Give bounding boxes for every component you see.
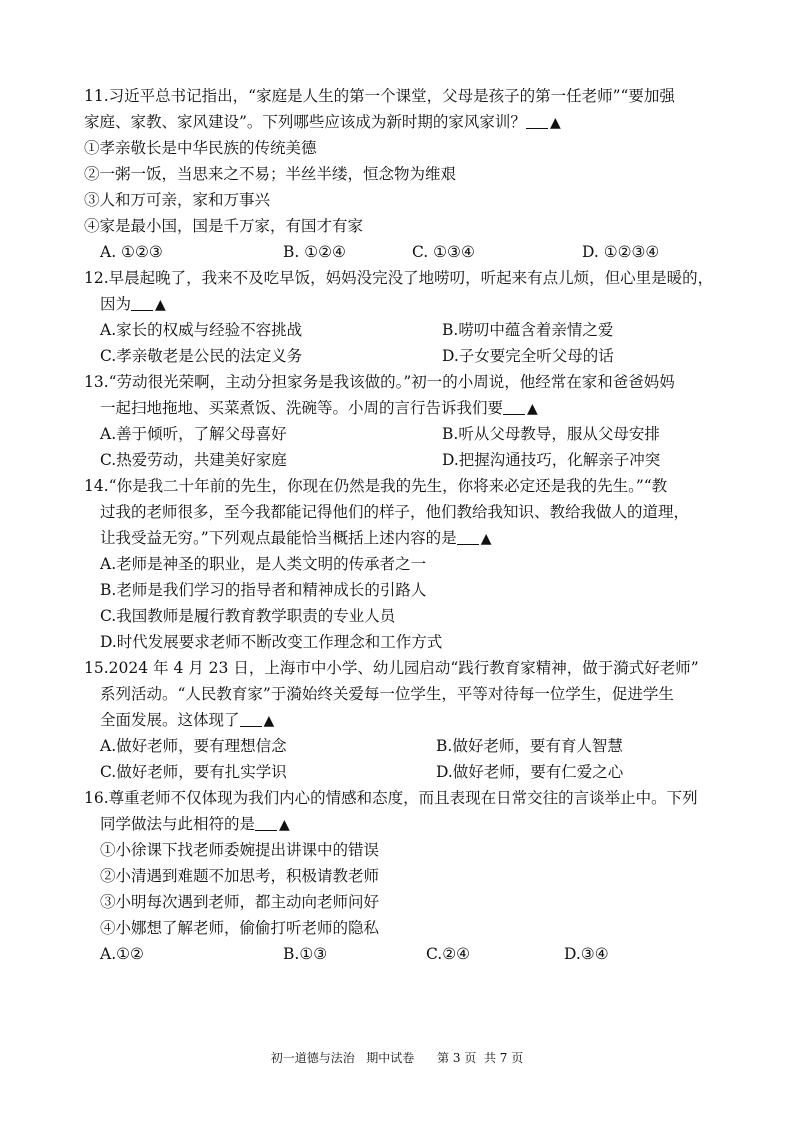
answer-triangle-icon: ▲ — [480, 531, 492, 547]
answer-triangle-icon: ▲ — [549, 115, 561, 131]
answer-blank — [240, 712, 262, 727]
q16-option-c: C.②④ — [426, 945, 471, 963]
q12-stem-line2 — [100, 294, 166, 315]
q11-stem-line1: 11.习近平总书记指出，“家庭是人生的第一个课堂，父母是孩子的第一任老师”“要加强 — [84, 87, 675, 105]
q16-option-a: A.①② — [100, 945, 144, 963]
q13-stem-line1: 13.“劳动很光荣啊，主动分担家务是我该做的。”初一的小周说，他经常在家和爸爸妈妈 — [84, 373, 675, 391]
q16-statement-2: ②小清遇到难题不加思考，积极请教老师 — [100, 867, 380, 885]
q15-stem-line2: 系列活动。“人民教育家”于漪始终关爱每一位学生，平等对待每一位学生，促进学生 — [100, 685, 674, 703]
q11-statement-4: ④家是最小国，国是千万家，有国才有家 — [84, 217, 364, 235]
q12-stem-line1: 12.早晨起晚了，我来不及吃早饭，妈妈没完没了地唠叨，听起来有点儿烦，但心里是暖的， — [84, 269, 714, 287]
q12-option-d: D.子女要完全听父母的话 — [442, 347, 614, 365]
answer-blank — [503, 400, 525, 415]
q13-option-b: B.听从父母教导，服从父母安排 — [442, 425, 660, 443]
q16-statement-4: ④小娜想了解老师，偷偷打听老师的隐私 — [100, 919, 380, 937]
page-footer: 初一道德与法治 期中试卷 第 3 页 共 7 页 — [270, 1051, 524, 1065]
q15-stem-text: 全面发展。这体现了 — [100, 711, 240, 729]
q13-option-a: A.善于倾听，了解父母喜好 — [100, 425, 287, 443]
q12-option-a: A.家长的权威与经验不容挑战 — [100, 321, 303, 339]
answer-triangle-icon: ▲ — [155, 297, 166, 313]
q11-statement-1: ①孝亲敬长是中华民族的传统美德 — [84, 139, 317, 157]
q16-statement-1: ①小徐课下找老师委婉提出讲课中的错误 — [100, 841, 380, 859]
answer-blank — [457, 530, 479, 545]
q16-stem-text: 同学做法与此相符的是 — [100, 815, 256, 833]
q15-option-a: A.做好老师，要有理想信念 — [100, 737, 287, 755]
q13-stem-line2 — [100, 398, 538, 419]
answer-triangle-icon: ▲ — [527, 401, 538, 417]
q16-stem-line1: 16.尊重老师不仅体现为我们内心的情感和态度，而且表现在日常交往的言谈举止中。下列 — [84, 789, 698, 807]
q11-option-d: D. ①②③④ — [582, 243, 660, 261]
q11-stem-text: 家庭、家教、家风建设”。下列哪些应该成为新时期的家风家训？ — [84, 113, 526, 131]
answer-blank — [255, 816, 277, 831]
q11-option-c: C. ①③④ — [412, 243, 475, 261]
q13-option-d: D.把握沟通技巧，化解亲子冲突 — [442, 451, 661, 469]
answer-blank — [526, 114, 548, 129]
q15-option-d: D.做好老师，要有仁爱之心 — [436, 763, 624, 781]
q14-option-a: A.老师是神圣的职业，是人类文明的传承者之一 — [100, 555, 427, 573]
q14-stem-line1: 14.“你是我二十年前的先生，你现在仍然是我的先生，你将来必定还是我的先生。”“教 — [84, 477, 668, 495]
q12-option-c: C.孝亲敬老是公民的法定义务 — [100, 347, 303, 365]
q15-option-c: C.做好老师，要有扎实学识 — [100, 763, 287, 781]
q15-stem-line3 — [100, 710, 274, 731]
answer-blank — [131, 296, 153, 311]
q14-option-c: C.我国教师是履行教育教学职责的专业人员 — [100, 607, 396, 625]
q16-option-b: B.①③ — [283, 945, 328, 963]
q15-stem-line1: 15.2024 年 4 月 23 日，上海市中小学、幼儿园启动“践行教育家精神，做于漪式好老师” — [84, 659, 699, 677]
answer-triangle-icon: ▲ — [279, 817, 290, 833]
q11-option-b: B. ①②④ — [283, 243, 346, 261]
q14-option-d: D.时代发展要求老师不断改变工作理念和工作方式 — [100, 633, 443, 651]
q14-stem-line2: 过我的老师很多，至今我都能记得他们的样子，他们教给我知识、教给我做人的道理， — [100, 503, 690, 521]
q16-stem-line2 — [100, 814, 290, 835]
q16-statement-3: ③小明每次遇到老师，都主动向老师问好 — [100, 893, 380, 911]
q16-option-d: D.③④ — [564, 945, 609, 963]
q11-option-a: A. ①②③ — [100, 243, 163, 261]
q11-statement-3: ③人和万可亲，家和万事兴 — [84, 191, 271, 209]
answer-triangle-icon: ▲ — [263, 713, 275, 729]
q14-stem-line3 — [100, 528, 491, 549]
q11-stem-line2 — [84, 112, 561, 133]
q14-option-b: B.老师是我们学习的指导者和精神成长的引路人 — [100, 581, 427, 599]
q11-statement-2: ②一粥一饭，当思来之不易；半丝半缕，恒念物为维艰 — [84, 165, 457, 183]
q12-option-b: B.唠叨中蕴含着亲情之爱 — [442, 321, 614, 339]
q13-option-c: C.热爱劳动，共建美好家庭 — [100, 451, 287, 469]
q13-stem-text: 一起扫地拖地、买菜煮饭、洗碗等。小周的言行告诉我们要 — [100, 399, 504, 417]
q12-stem-text: 因为 — [100, 295, 132, 313]
q15-option-b: B.做好老师，要有育人智慧 — [436, 737, 623, 755]
q14-stem-text: 让我受益无穷。”下列观点最能恰当概括上述内容的是 — [100, 529, 457, 547]
